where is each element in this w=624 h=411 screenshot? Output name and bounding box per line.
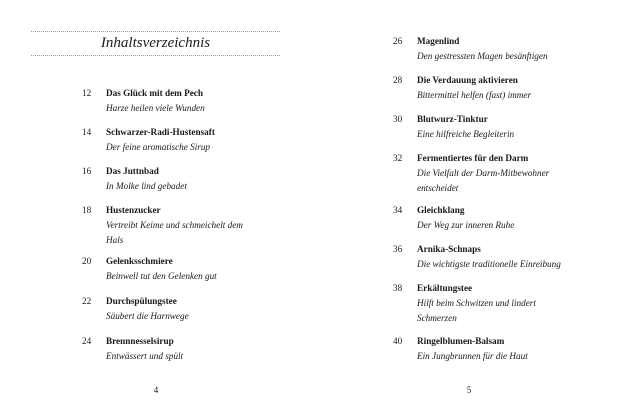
- toc-entry-title: Gelenksschmiere: [106, 256, 173, 266]
- toc-page-number: 36: [393, 244, 403, 254]
- toc-entry-subtitle: Ein Jungbrunnen für die Haut: [417, 351, 528, 361]
- folio-right: 5: [466, 385, 472, 395]
- toc-entry-subtitle: Säubert die Harnwege: [106, 311, 189, 321]
- toc-page-number: 22: [82, 296, 92, 306]
- toc-page-number: 26: [393, 36, 403, 46]
- toc-entry-title: Arnika-Schnaps: [417, 244, 481, 254]
- page-title: Inhaltsverzeichnis: [100, 35, 211, 51]
- toc-page-number: 38: [393, 283, 403, 293]
- toc-entry-title: Erkältungstee: [417, 283, 473, 293]
- toc-entry-subtitle: Vertreibt Keime und schmeichelt dem Hals: [106, 220, 243, 245]
- folio-left: 4: [153, 385, 159, 395]
- toc-entry-subtitle: Bittermittel helfen (fast) immer: [417, 90, 532, 100]
- toc-entry-title: Das Juttnbad: [106, 166, 159, 176]
- toc-entry-title: Brennnesselsirup: [106, 336, 174, 346]
- toc-page-number: 20: [82, 256, 92, 266]
- toc-entry-subtitle: In Molke lind gebadet: [106, 181, 187, 191]
- toc-entry-subtitle: Den gestressten Magen besänftigen: [417, 51, 548, 61]
- toc-page-number: 30: [393, 114, 403, 124]
- toc-entry-title: Fermentiertes für den Darm: [417, 153, 529, 163]
- toc-entry-title: Schwarzer-Radi-Hustensaft: [106, 127, 215, 137]
- toc-page-number: 40: [393, 336, 403, 346]
- toc-page-number: 16: [82, 166, 92, 176]
- toc-entry-subtitle: Beinwell tut den Gelenken gut: [106, 271, 217, 281]
- toc-entry-title: Die Verdauung aktivieren: [417, 75, 518, 85]
- toc-entry-title: Blutwurz-Tinktur: [417, 114, 488, 124]
- toc-page-number: 12: [82, 88, 92, 98]
- toc-entry-title: Magenlind: [417, 36, 460, 46]
- toc-page-number: 28: [393, 75, 403, 85]
- toc-entry-subtitle: Der Weg zur inneren Ruhe: [417, 220, 515, 230]
- heading-rule-bottom: [31, 55, 280, 56]
- toc-page-number: 24: [82, 336, 92, 346]
- toc-page-number: 32: [393, 153, 403, 163]
- toc-page-number: 14: [82, 127, 92, 137]
- toc-entry-title: Gleichklang: [417, 205, 465, 215]
- toc-entry-title: Hustenzucker: [106, 205, 161, 215]
- toc-entry-title: Ringelblumen-Balsam: [417, 336, 505, 346]
- toc-entry-subtitle: Die Vielfalt der Darm-Mitbewohner entscheidet: [417, 168, 550, 193]
- heading-rule-top: [31, 31, 280, 32]
- toc-page-number: 34: [393, 205, 403, 215]
- toc-entry-subtitle: Entwässert und spült: [106, 351, 184, 361]
- toc-entry-subtitle: Eine hilfreiche Begleiterin: [417, 129, 515, 139]
- toc-entry-subtitle: Der feine aromatische Sirup: [106, 142, 211, 152]
- toc-entry-subtitle: Harze heilen viele Wunden: [106, 103, 205, 113]
- toc-entry-subtitle: Die wichtigste traditionelle Einreibung: [417, 259, 561, 269]
- toc-page-number: 18: [82, 205, 92, 215]
- right-page: [312, 0, 624, 411]
- toc-entry-title: Das Glück mit dem Pech: [106, 88, 203, 98]
- toc-entry-title: Durchspülungstee: [106, 296, 177, 306]
- toc-entry-subtitle: Hilft beim Schwitzen und lindert Schmerzen: [417, 298, 536, 323]
